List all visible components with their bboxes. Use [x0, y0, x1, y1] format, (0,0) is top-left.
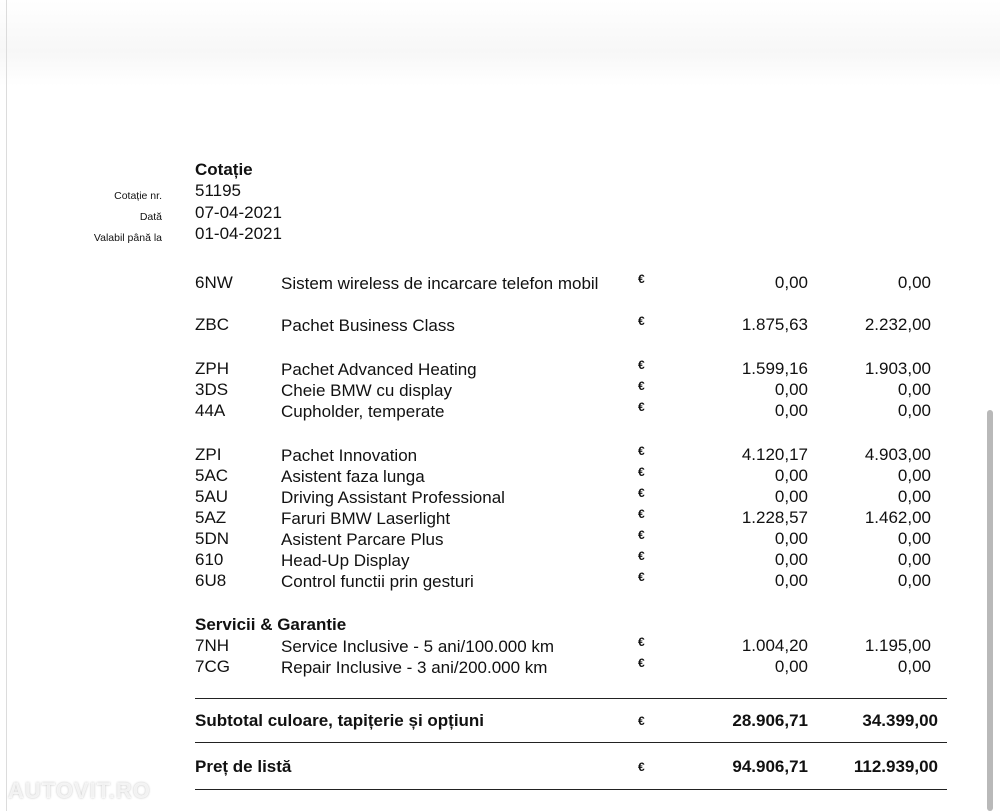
- subtotal-net: 28.906,71: [732, 711, 808, 730]
- option-description: Asistent Parcare Plus: [281, 530, 444, 549]
- option-net-price: 0,00: [774, 273, 808, 292]
- option-net-price: 0,00: [774, 571, 808, 590]
- currency-symbol: €: [638, 549, 645, 563]
- option-net-price: 0,00: [774, 487, 808, 506]
- option-code: ZPI: [195, 445, 222, 464]
- currency-symbol: €: [638, 272, 645, 286]
- service-gross-price: 0,00: [897, 657, 931, 676]
- currency-symbol: €: [638, 465, 645, 479]
- quote-number-value: 51195: [195, 181, 242, 200]
- option-net-price: 1.599,16: [741, 359, 808, 378]
- valid-until-label: Valabil până la: [93, 232, 162, 244]
- list-price-label: Preț de listă: [195, 757, 292, 776]
- option-net-price: 0,00: [774, 529, 808, 548]
- divider: [195, 698, 947, 699]
- currency-symbol: €: [638, 507, 645, 521]
- option-gross-price: 4.903,00: [864, 445, 931, 464]
- option-net-price: 1.875,63: [741, 315, 808, 334]
- option-net-price: 0,00: [774, 380, 808, 399]
- option-code: 3DS: [195, 380, 229, 399]
- quote-date-label: Dată: [139, 211, 162, 223]
- valid-until-value: 01-04-2021: [195, 224, 282, 243]
- option-description: Asistent faza lunga: [281, 467, 425, 486]
- option-code: 5AU: [195, 487, 229, 506]
- option-description: Cheie BMW cu display: [281, 381, 453, 400]
- currency-symbol: €: [638, 358, 645, 372]
- option-gross-price: 2.232,00: [864, 315, 931, 334]
- option-code: 5AC: [195, 466, 229, 485]
- service-gross-price: 1.195,00: [864, 636, 931, 655]
- option-net-price: 0,00: [774, 401, 808, 420]
- subtotal-label: Subtotal culoare, tapițerie și opțiuni: [195, 711, 485, 730]
- option-description: Sistem wireless de incarcare telefon mobil: [281, 274, 599, 293]
- service-net-price: 0,00: [774, 657, 808, 676]
- option-gross-price: 0,00: [897, 401, 931, 420]
- quote-number-label: Cotație nr.: [114, 190, 162, 202]
- service-description: Service Inclusive - 5 ani/100.000 km: [281, 637, 555, 656]
- option-gross-price: 1.462,00: [864, 508, 931, 527]
- watermark-logo: AUTOVIT.RO: [8, 778, 151, 803]
- option-code: 6NW: [195, 273, 233, 292]
- currency-symbol: €: [638, 635, 645, 649]
- currency-symbol: €: [638, 486, 645, 500]
- option-description: Cupholder, temperate: [281, 402, 445, 421]
- option-code: ZBC: [195, 315, 229, 334]
- top-band: [0, 0, 1000, 86]
- service-description: Repair Inclusive - 3 ani/200.000 km: [281, 658, 548, 677]
- option-description: Pachet Advanced Heating: [281, 360, 477, 379]
- option-description: Head-Up Display: [281, 551, 410, 570]
- option-net-price: 1.228,57: [741, 508, 808, 527]
- subtotal-gross: 34.399,00: [862, 711, 938, 730]
- service-net-price: 1.004,20: [741, 636, 808, 655]
- option-description: Driving Assistant Professional: [281, 488, 505, 507]
- list-price-gross: 112.939,00: [853, 757, 938, 776]
- option-gross-price: 0,00: [897, 571, 931, 590]
- option-gross-price: 0,00: [897, 380, 931, 399]
- currency-symbol: €: [638, 760, 645, 774]
- currency-symbol: €: [638, 714, 645, 728]
- option-code: ZPH: [195, 359, 229, 378]
- currency-symbol: €: [638, 656, 645, 670]
- option-gross-price: 0,00: [897, 466, 931, 485]
- currency-symbol: €: [638, 444, 645, 458]
- currency-symbol: €: [638, 570, 645, 584]
- option-gross-price: 0,00: [897, 487, 931, 506]
- option-code: 610: [195, 550, 224, 569]
- option-code: 5DN: [195, 529, 230, 548]
- list-price-net: 94.906,71: [732, 757, 808, 776]
- option-code: 44A: [195, 401, 226, 420]
- currency-symbol: €: [638, 314, 645, 328]
- page-border: [6, 0, 7, 811]
- service-code: 7NH: [195, 636, 230, 655]
- quote-date-value: 07-04-2021: [195, 203, 282, 222]
- services-title: Servicii & Garantie: [195, 615, 347, 634]
- currency-symbol: €: [638, 379, 645, 393]
- option-gross-price: 0,00: [897, 550, 931, 569]
- option-description: Faruri BMW Laserlight: [281, 509, 451, 528]
- scrollbar[interactable]: [987, 410, 993, 811]
- option-gross-price: 0,00: [897, 273, 931, 292]
- divider: [195, 789, 947, 790]
- option-code: 6U8: [195, 571, 227, 590]
- quote-title: Cotație: [195, 160, 253, 179]
- option-code: 5AZ: [195, 508, 227, 527]
- divider: [195, 742, 947, 743]
- option-net-price: 0,00: [774, 550, 808, 569]
- option-gross-price: 0,00: [897, 529, 931, 548]
- service-code: 7CG: [195, 657, 230, 676]
- option-net-price: 4.120,17: [741, 445, 808, 464]
- option-gross-price: 1.903,00: [864, 359, 931, 378]
- option-description: Control functii prin gesturi: [281, 572, 474, 591]
- option-description: Pachet Innovation: [281, 446, 418, 465]
- currency-symbol: €: [638, 400, 645, 414]
- option-net-price: 0,00: [774, 466, 808, 485]
- option-description: Pachet Business Class: [281, 316, 455, 335]
- currency-symbol: €: [638, 528, 645, 542]
